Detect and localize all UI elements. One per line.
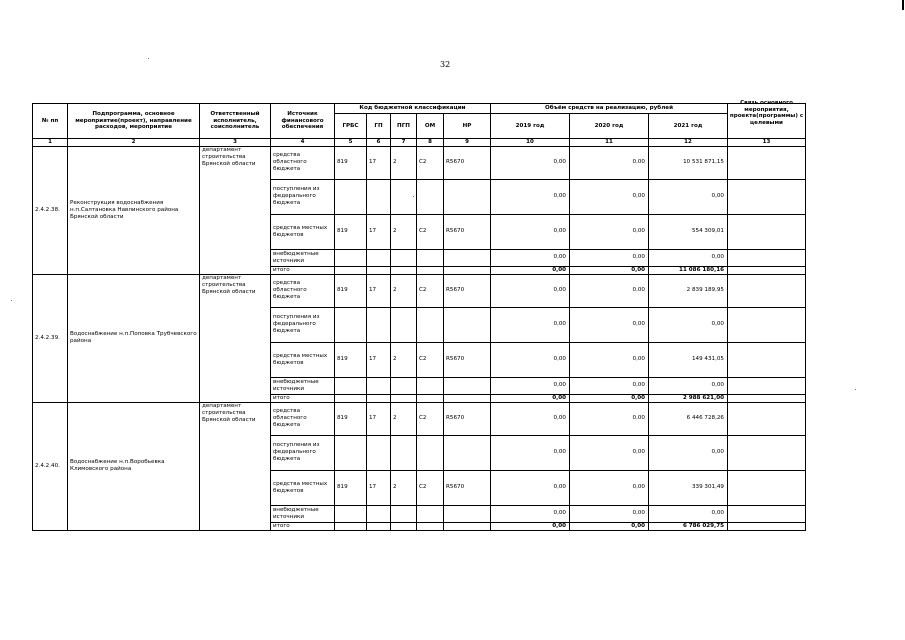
index-cell: 12 [649, 139, 728, 147]
code-gp [367, 179, 391, 214]
empty-code-cell [391, 266, 417, 274]
funding-source: средства местных бюджетов [271, 342, 335, 377]
header-link [728, 100, 806, 139]
empty-code-cell [444, 522, 491, 530]
empty-code-cell [335, 522, 367, 530]
header-index-row [33, 139, 806, 147]
empty-code-cell [367, 266, 391, 274]
code-om: С2 [417, 146, 444, 179]
code-om [417, 505, 444, 522]
header-volume: Объём средств на реализацию, рублей [491, 104, 728, 114]
program-responsible: департамент строительства Брянской области [200, 274, 271, 402]
code-grbs: 819 [335, 214, 367, 249]
amount-y2021: 554 309,01 [649, 214, 728, 249]
total-y2020: 0,00 [570, 522, 649, 530]
amount-y2021: 0,00 [649, 377, 728, 394]
code-gp [367, 435, 391, 470]
amount-y2021: 0,00 [649, 307, 728, 342]
index-cell: 9 [444, 139, 491, 147]
code-nr: R5670 [444, 146, 491, 179]
link-cell [728, 470, 806, 505]
index-cell: 2 [68, 139, 200, 147]
index-cell: 10 [491, 139, 570, 147]
empty-code-cell [417, 266, 444, 274]
amount-y2021: 2 839 189,95 [649, 274, 728, 307]
total-y2020: 0,00 [570, 266, 649, 274]
amount-y2021: 0,00 [649, 179, 728, 214]
code-gp [367, 307, 391, 342]
amount-y2020: 0,00 [570, 377, 649, 394]
code-om [417, 249, 444, 266]
code-om [417, 435, 444, 470]
amount-y2019: 0,00 [491, 179, 570, 214]
amount-y2019: 0,00 [491, 146, 570, 179]
code-gp: 17 [367, 470, 391, 505]
funding-source: средства местных бюджетов [271, 214, 335, 249]
amount-y2020: 0,00 [570, 179, 649, 214]
amount-y2021: 6 446 728,26 [649, 402, 728, 435]
code-grbs [335, 435, 367, 470]
header-program: Подпрограмма, основное мероприятие(проект), направление расходов, мероприятие [68, 104, 200, 139]
scan-speck [855, 389, 856, 390]
budget-table [32, 100, 806, 531]
funding-source: средства областного бюджета [271, 402, 335, 435]
code-gp: 17 [367, 402, 391, 435]
program-name: Реконструкция водоснабжения н.п.Салтановка Навлинского района Брянской области [68, 146, 200, 274]
index-cell: 5 [335, 139, 367, 147]
code-om: С2 [417, 274, 444, 307]
code-gp [367, 377, 391, 394]
scan-speck [11, 300, 12, 301]
funding-source: средства областного бюджета [271, 274, 335, 307]
amount-y2020: 0,00 [570, 249, 649, 266]
header-nr: НР [444, 114, 491, 139]
code-nr: R5670 [444, 214, 491, 249]
total-label: итого [271, 266, 335, 274]
empty-code-cell [335, 394, 367, 402]
code-om: С2 [417, 402, 444, 435]
amount-y2019: 0,00 [491, 505, 570, 522]
header-source: Источник финансового обеспечения [271, 104, 335, 139]
empty-code-cell [444, 394, 491, 402]
index-cell: 6 [367, 139, 391, 147]
header-2020: 2020 год [570, 114, 649, 139]
index-cell: 11 [570, 139, 649, 147]
amount-y2019: 0,00 [491, 249, 570, 266]
funding-source: поступления из федерального бюджета [271, 435, 335, 470]
link-cell [728, 402, 806, 435]
index-cell: 1 [33, 139, 68, 147]
header-budget-code: Код бюджетной классификации [335, 104, 491, 114]
amount-y2020: 0,00 [570, 505, 649, 522]
link-cell [728, 214, 806, 249]
header-pgp: ПГП [391, 114, 417, 139]
amount-y2019: 0,00 [491, 402, 570, 435]
code-gp [367, 249, 391, 266]
funding-source: внебюджетные источники [271, 505, 335, 522]
code-grbs [335, 179, 367, 214]
total-label: итого [271, 394, 335, 402]
total-y2019: 0,00 [491, 266, 570, 274]
link-cell [728, 522, 806, 530]
total-y2021: 2 988 621,00 [649, 394, 728, 402]
empty-code-cell [367, 522, 391, 530]
amount-y2021: 10 531 871,15 [649, 146, 728, 179]
code-nr [444, 505, 491, 522]
index-cell: 8 [417, 139, 444, 147]
amount-y2020: 0,00 [570, 146, 649, 179]
funding-source: средства областного бюджета [271, 146, 335, 179]
empty-code-cell [444, 266, 491, 274]
link-cell [728, 505, 806, 522]
index-cell: 3 [200, 139, 271, 147]
total-y2019: 0,00 [491, 394, 570, 402]
link-cell [728, 342, 806, 377]
empty-code-cell [417, 394, 444, 402]
amount-y2019: 0,00 [491, 274, 570, 307]
page-number: 32 [440, 60, 451, 69]
total-y2021: 11 086 180,16 [649, 266, 728, 274]
amount-y2019: 0,00 [491, 435, 570, 470]
code-pgp: 2 [391, 146, 417, 179]
code-grbs [335, 307, 367, 342]
code-nr: R5670 [444, 402, 491, 435]
code-grbs: 819 [335, 402, 367, 435]
header-link-text: Связь основного мероприятия, проекта(программы) с целевыми [729, 100, 804, 127]
code-nr [444, 179, 491, 214]
amount-y2020: 0,00 [570, 214, 649, 249]
amount-y2021: 0,00 [649, 435, 728, 470]
link-cell [728, 307, 806, 342]
funding-source: средства местных бюджетов [271, 470, 335, 505]
code-gp: 17 [367, 214, 391, 249]
code-om [417, 377, 444, 394]
table-body [33, 146, 806, 530]
amount-y2019: 0,00 [491, 214, 570, 249]
table-row [33, 146, 806, 179]
amount-y2020: 0,00 [570, 342, 649, 377]
total-y2021: 6 786 029,75 [649, 522, 728, 530]
code-grbs: 819 [335, 146, 367, 179]
header-row-1 [33, 104, 806, 114]
amount-y2019: 0,00 [491, 342, 570, 377]
code-pgp [391, 377, 417, 394]
code-gp: 17 [367, 342, 391, 377]
program-number: 2.4.2.40. [33, 402, 68, 530]
code-pgp [391, 435, 417, 470]
total-label: итого [271, 522, 335, 530]
index-cell: 13 [728, 139, 806, 147]
code-nr [444, 435, 491, 470]
index-cell: 4 [271, 139, 335, 147]
code-om: С2 [417, 342, 444, 377]
funding-source: поступления из федерального бюджета [271, 179, 335, 214]
code-nr: R5670 [444, 274, 491, 307]
header-2019: 2019 год [491, 114, 570, 139]
amount-y2019: 0,00 [491, 470, 570, 505]
header-2021: 2021 год [649, 114, 728, 139]
amount-y2021: 0,00 [649, 505, 728, 522]
code-nr [444, 377, 491, 394]
amount-y2021: 149 431,05 [649, 342, 728, 377]
header-num: № пп [33, 104, 68, 139]
code-om [417, 179, 444, 214]
total-y2020: 0,00 [570, 394, 649, 402]
code-pgp: 2 [391, 342, 417, 377]
code-gp [367, 505, 391, 522]
code-gp: 17 [367, 146, 391, 179]
program-responsible: департамент строительства Брянской области [200, 146, 271, 274]
amount-y2020: 0,00 [570, 435, 649, 470]
code-om [417, 307, 444, 342]
amount-y2020: 0,00 [570, 274, 649, 307]
amount-y2020: 0,00 [570, 470, 649, 505]
code-pgp: 2 [391, 402, 417, 435]
empty-code-cell [391, 394, 417, 402]
empty-code-cell [335, 266, 367, 274]
funding-source: поступления из федерального бюджета [271, 307, 335, 342]
program-number: 2.4.2.38. [33, 146, 68, 274]
code-pgp [391, 249, 417, 266]
link-cell [728, 394, 806, 402]
code-grbs: 819 [335, 470, 367, 505]
total-y2019: 0,00 [491, 522, 570, 530]
header-gp: ГП [367, 114, 391, 139]
empty-code-cell [417, 522, 444, 530]
scan-speck [148, 58, 149, 59]
code-nr: R5670 [444, 470, 491, 505]
amount-y2021: 0,00 [649, 249, 728, 266]
code-pgp [391, 307, 417, 342]
code-grbs [335, 249, 367, 266]
code-pgp [391, 505, 417, 522]
table-row [33, 402, 806, 435]
header-om: ОМ [417, 114, 444, 139]
header-responsible: Ответственный исполнитель, соисполнитель [200, 104, 271, 139]
empty-code-cell [391, 522, 417, 530]
link-cell [728, 249, 806, 266]
code-om: С2 [417, 470, 444, 505]
amount-y2019: 0,00 [491, 377, 570, 394]
table-row [33, 274, 806, 307]
code-om: С2 [417, 214, 444, 249]
code-pgp: 2 [391, 470, 417, 505]
code-pgp [391, 179, 417, 214]
link-cell [728, 179, 806, 214]
header-grbs: ГРБС [335, 114, 367, 139]
program-number: 2.4.2.39. [33, 274, 68, 402]
amount-y2020: 0,00 [570, 402, 649, 435]
code-grbs [335, 505, 367, 522]
code-nr [444, 249, 491, 266]
link-cell [728, 435, 806, 470]
link-cell [728, 146, 806, 179]
code-nr: R5670 [444, 342, 491, 377]
program-responsible: департамент строительства Брянской области [200, 402, 271, 530]
funding-source: внебюджетные источники [271, 377, 335, 394]
code-grbs [335, 377, 367, 394]
amount-y2019: 0,00 [491, 307, 570, 342]
funding-source: внебюджетные источники [271, 249, 335, 266]
program-name: Водоснабжение н.п.Поповка Трубчевского района [68, 274, 200, 402]
amount-y2021: 339 301,49 [649, 470, 728, 505]
empty-code-cell [367, 394, 391, 402]
code-pgp: 2 [391, 214, 417, 249]
link-cell [728, 377, 806, 394]
link-cell [728, 274, 806, 307]
code-grbs: 819 [335, 342, 367, 377]
code-gp: 17 [367, 274, 391, 307]
link-cell [728, 266, 806, 274]
program-name: Водоснабжение н.п.Воробьевка Климовского района [68, 402, 200, 530]
code-nr [444, 307, 491, 342]
index-cell: 7 [391, 139, 417, 147]
scan-edge-mark [902, 0, 904, 10]
code-grbs: 819 [335, 274, 367, 307]
amount-y2020: 0,00 [570, 307, 649, 342]
code-pgp: 2 [391, 274, 417, 307]
